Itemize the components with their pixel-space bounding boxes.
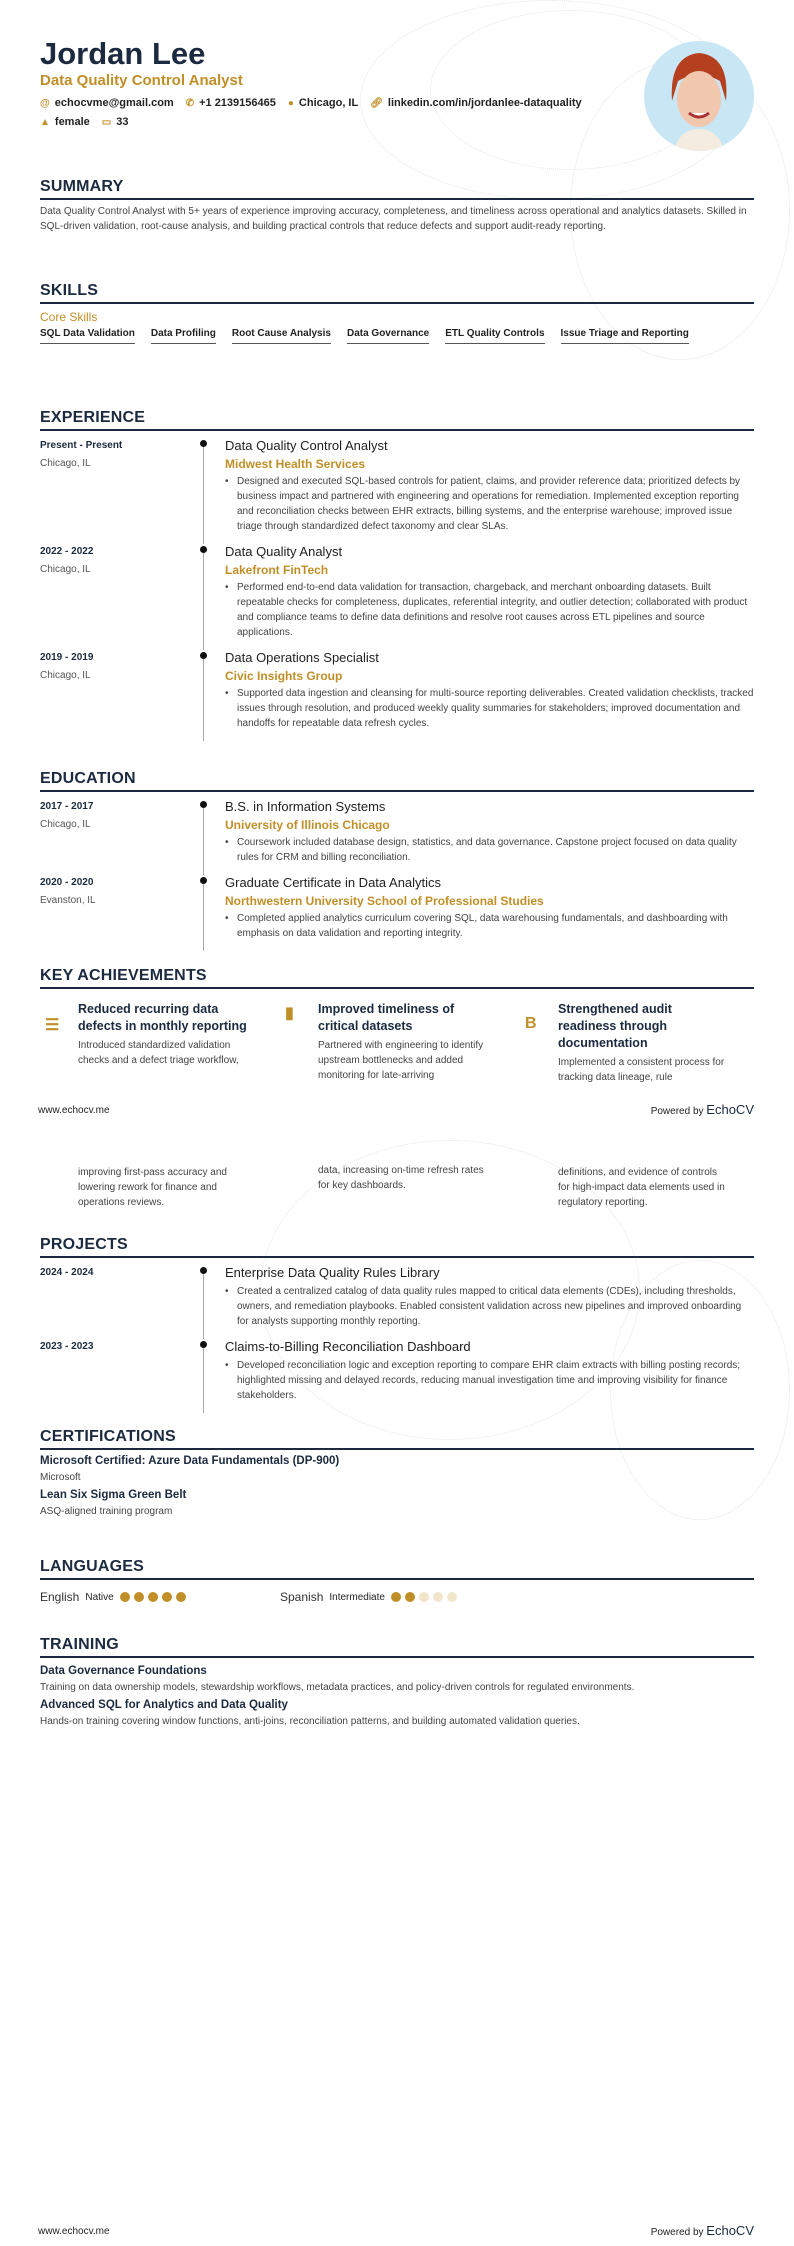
entry-date: 2017 - 2017 [40,801,94,812]
experience-entry [40,438,754,544]
entry-body [225,650,754,731]
section-heading: EXPERIENCE [40,409,754,431]
language-level: Native [85,1591,114,1603]
entry-organization: Northwestern University School of Professional Studies [225,894,544,908]
experience-entry [40,544,754,650]
certification-name: Lean Six Sigma Green Belt [40,1489,187,1501]
section-heading: SUMMARY [40,178,754,200]
entry-meta [40,544,200,640]
list-icon: ☰ [45,1017,60,1034]
certifications-section [40,1428,754,1519]
education-entry [40,799,754,875]
training-section [40,1636,754,1729]
footer-powered: Powered by EchoCV [650,2223,754,2238]
entry-description: • Coursework included database design, statistics, and data governance. Capstone project focused on data quality rules for CRM and billing reconciliation. [225,835,754,865]
timeline-dot [200,1341,207,1348]
achievement-continued [520,1162,730,1210]
section-heading: KEY ACHIEVEMENTS [40,967,754,989]
entry-date: Present - Present [40,440,123,451]
projects-entry [40,1265,754,1339]
achievement-item [520,1001,730,1085]
training-name: Advanced SQL for Analytics and Data Quality [40,1699,288,1711]
timeline-line [203,879,204,951]
certification-issuer: Microsoft [40,1472,81,1483]
email-item[interactable]: @ echocvme@gmail.com [40,97,174,109]
language-rating [120,1588,190,1606]
rating-dot [405,1592,415,1602]
at-icon: @ [40,98,50,109]
training-text: Training on data ownership models, stewardship workflows, metadata practices, and policy-driven controls for regulated environments. [40,1682,635,1693]
echocv-logo: EchoCV [706,2223,754,2238]
candidate-name: Jordan Lee [40,36,206,71]
achievement-text: Partnered with engineering to identify upstream bottlenecks and added monitoring for late-arriving [318,1040,484,1081]
entry-description: • Performed end-to-end data validation for transaction, chargeback, and merchant onboarding datasets. Built repeatable checks for completeness, duplicates, referential integrity, and outlier detection; collaborated with product and compliance teams to define data definitions and resolve root causes across ETL pipelines and source applications. [225,580,754,640]
rating-dot [148,1592,158,1602]
person-icon: ▲ [40,117,50,128]
achievement-text: data, increasing on-time refresh rates for key dashboards. [318,1165,484,1191]
rating-dot [162,1592,172,1602]
section-heading: PROJECTS [40,1236,754,1258]
location-item: ● Chicago, IL [287,97,359,109]
achievement-title: Reduced recurring data defects in monthly reporting [78,1002,247,1033]
entry-role: Claims-to-Billing Reconciliation Dashboard [225,1339,471,1354]
achievement-text: definitions, and evidence of controls for high-impact data elements used in regulatory reporting. [558,1167,725,1208]
gender: female [54,116,90,128]
achievements-section [40,967,754,1097]
skill-chip: Issue Triage and Reporting [561,328,689,344]
timeline-dot [200,877,207,884]
entry-role: B.S. in Information Systems [225,799,386,814]
skill-list [40,328,754,344]
entry-meta [40,438,200,534]
language-item [40,1588,280,1606]
summary-section [40,178,754,234]
timeline-line [203,1269,204,1339]
achievement-item [280,1001,490,1083]
skill-chip: SQL Data Validation [40,328,135,344]
entry-role: Data Operations Specialist [225,650,379,665]
footer-powered: Powered by EchoCV [650,1102,754,1117]
timeline-dot [200,440,207,447]
bold-b-icon: B [525,1015,537,1032]
achievements-continued [40,1160,754,1220]
entry-meta [40,650,200,731]
language-rating [391,1588,461,1606]
achievement-continued [40,1162,250,1210]
rating-dot [134,1592,144,1602]
education-entry [40,875,754,951]
profile-photo [644,41,754,151]
phone-icon: ✆ [185,98,195,109]
timeline-dot [200,652,207,659]
rating-dot [120,1592,130,1602]
entry-description: • Supported data ingestion and cleansing for multi-source reporting deliverables. Created validation checklists, tracked issues through resolution, and produced weekly quality summaries for stakeholders; improved documentation and handoffs for repeatable data refresh cycles. [225,686,754,731]
summary-text: Data Quality Control Analyst with 5+ years of experience improving accuracy, completeness, and timeliness across operational and analytics datasets. Skilled in SQL-driven validation, root-cause analysis, and building practical controls that reduce defects and support audit-ready reporting. [40,206,747,232]
entry-role: Data Quality Analyst [225,544,343,559]
entry-date: 2024 - 2024 [40,1267,94,1278]
age: 33 [116,116,129,128]
linkedin-item[interactable]: 🔗︎ linkedin.com/in/jordanlee-dataquality [370,97,582,109]
training-text: Hands-on training covering window functions, anti-joins, reconciliation patterns, and building automated validation queries. [40,1716,580,1727]
entry-role: Graduate Certificate in Data Analytics [225,875,442,890]
skills-section [40,282,754,344]
certification-name: Microsoft Certified: Azure Data Fundamentals (DP-900) [40,1455,340,1467]
calendar-icon: ▭ [101,117,112,128]
achievement-continued [280,1160,490,1193]
bookmark-icon: ▮ [285,1005,294,1022]
section-heading: LANGUAGES [40,1558,754,1580]
section-heading: EDUCATION [40,770,754,792]
training-name: Data Governance Foundations [40,1665,207,1677]
rating-dot [447,1592,457,1602]
timeline-line [203,654,204,741]
entry-location: Chicago, IL [40,458,91,469]
entry-meta [40,1265,200,1329]
skill-chip: Data Profiling [151,328,216,344]
entry-description: • Created a centralized catalog of data quality rules mapped to critical data elements (CDEs), including thresholds, owners, and remediation playbooks. Enabled consistent validation across new pipelines and improved onboarding for analysts supporting monthly reporting. [225,1284,754,1329]
entry-location: Chicago, IL [40,819,91,830]
achievement-title: Strengthened audit readiness through documentation [558,1002,672,1050]
entry-description: • Completed applied analytics curriculum covering SQL, data warehousing fundamentals, and dashboarding with emphasis on data validation and reporting integrity. [225,911,754,941]
achievement-text: improving first-pass accuracy and lowering rework for finance and operations reviews. [78,1167,227,1208]
rating-dot [433,1592,443,1602]
entry-date: 2023 - 2023 [40,1341,94,1352]
achievement-text: Implemented a consistent process for tracking data lineage, rule [558,1057,725,1083]
achievement-item [40,1001,250,1068]
link-icon: 🔗︎ [370,98,383,109]
achievement-title: Improved timeliness of critical datasets [318,1002,455,1033]
footer-site[interactable]: www.echocv.me [38,2226,110,2237]
entry-date: 2022 - 2022 [40,546,94,557]
contact-row [40,97,582,109]
entry-date: 2020 - 2020 [40,877,94,888]
entry-body [225,544,754,640]
timeline-dot [200,1267,207,1274]
language-item [280,1588,520,1606]
entry-description: • Developed reconciliation logic and exception reporting to compare EHR claim extracts with billing posting records; highlighted missing and delayed records, reducing manual investigation time and improving visibility for finance stakeholders. [225,1358,754,1403]
timeline-line [203,442,204,544]
entry-location: Evanston, IL [40,895,96,906]
entry-meta [40,875,200,941]
projects-section [40,1236,754,1413]
section-heading: TRAINING [40,1636,754,1658]
footer-site[interactable]: www.echocv.me [38,1105,110,1116]
entry-organization: Midwest Health Services [225,457,366,471]
skill-chip: Root Cause Analysis [232,328,331,344]
projects-entry [40,1339,754,1413]
entry-body [225,875,754,941]
language-name: English [40,1590,80,1604]
education-section [40,770,754,951]
rating-dot [176,1592,186,1602]
section-heading: CERTIFICATIONS [40,1428,754,1450]
timeline-line [203,803,204,875]
language-level: Intermediate [329,1591,385,1603]
experience-entry [40,650,754,741]
rating-dot [419,1592,429,1602]
entry-meta [40,1339,200,1403]
section-heading: SKILLS [40,282,754,304]
entry-location: Chicago, IL [40,670,91,681]
personal-row [40,116,128,128]
entry-meta [40,799,200,865]
entry-organization: Civic Insights Group [225,669,343,683]
entry-description: • Designed and executed SQL-based controls for patient, claims, and provider reference data; prioritized defects by business impact and partnered with engineering and operations for remediation. Implemented exception reporting and reconciliation checks between EHR extracts, billing systems, and the enterprise warehouse; improved issue triage through standardized defect taxonomy and clear SLAs. [225,474,754,534]
skill-chip: Data Governance [347,328,429,344]
entry-body [225,799,754,865]
job-title: Data Quality Control Analyst [40,72,243,89]
entry-role: Data Quality Control Analyst [225,438,388,453]
experience-section [40,409,754,741]
entry-organization: Lakefront FinTech [225,563,329,577]
skill-chip: ETL Quality Controls [445,328,544,344]
languages-section [40,1558,754,1606]
achievement-text: Introduced standardized validation checks and a defect triage workflow, [78,1040,239,1066]
entry-role: Enterprise Data Quality Rules Library [225,1265,440,1280]
language-name: Spanish [280,1590,324,1604]
entry-body [225,1339,754,1403]
certification-issuer: ASQ-aligned training program [40,1506,173,1517]
timeline-dot [200,801,207,808]
rating-dot [391,1592,401,1602]
phone-item[interactable]: ✆ +1 2139156465 [185,97,276,109]
entry-location: Chicago, IL [40,564,91,575]
timeline-line [203,548,204,650]
timeline-dot [200,546,207,553]
entry-organization: University of Illinois Chicago [225,818,390,832]
entry-body [225,1265,754,1329]
map-pin-icon: ● [287,98,294,109]
skill-group-label: Core Skills [40,310,98,324]
entry-date: 2019 - 2019 [40,652,94,663]
entry-body [225,438,754,534]
timeline-line [203,1343,204,1413]
echocv-logo: EchoCV [706,1102,754,1117]
